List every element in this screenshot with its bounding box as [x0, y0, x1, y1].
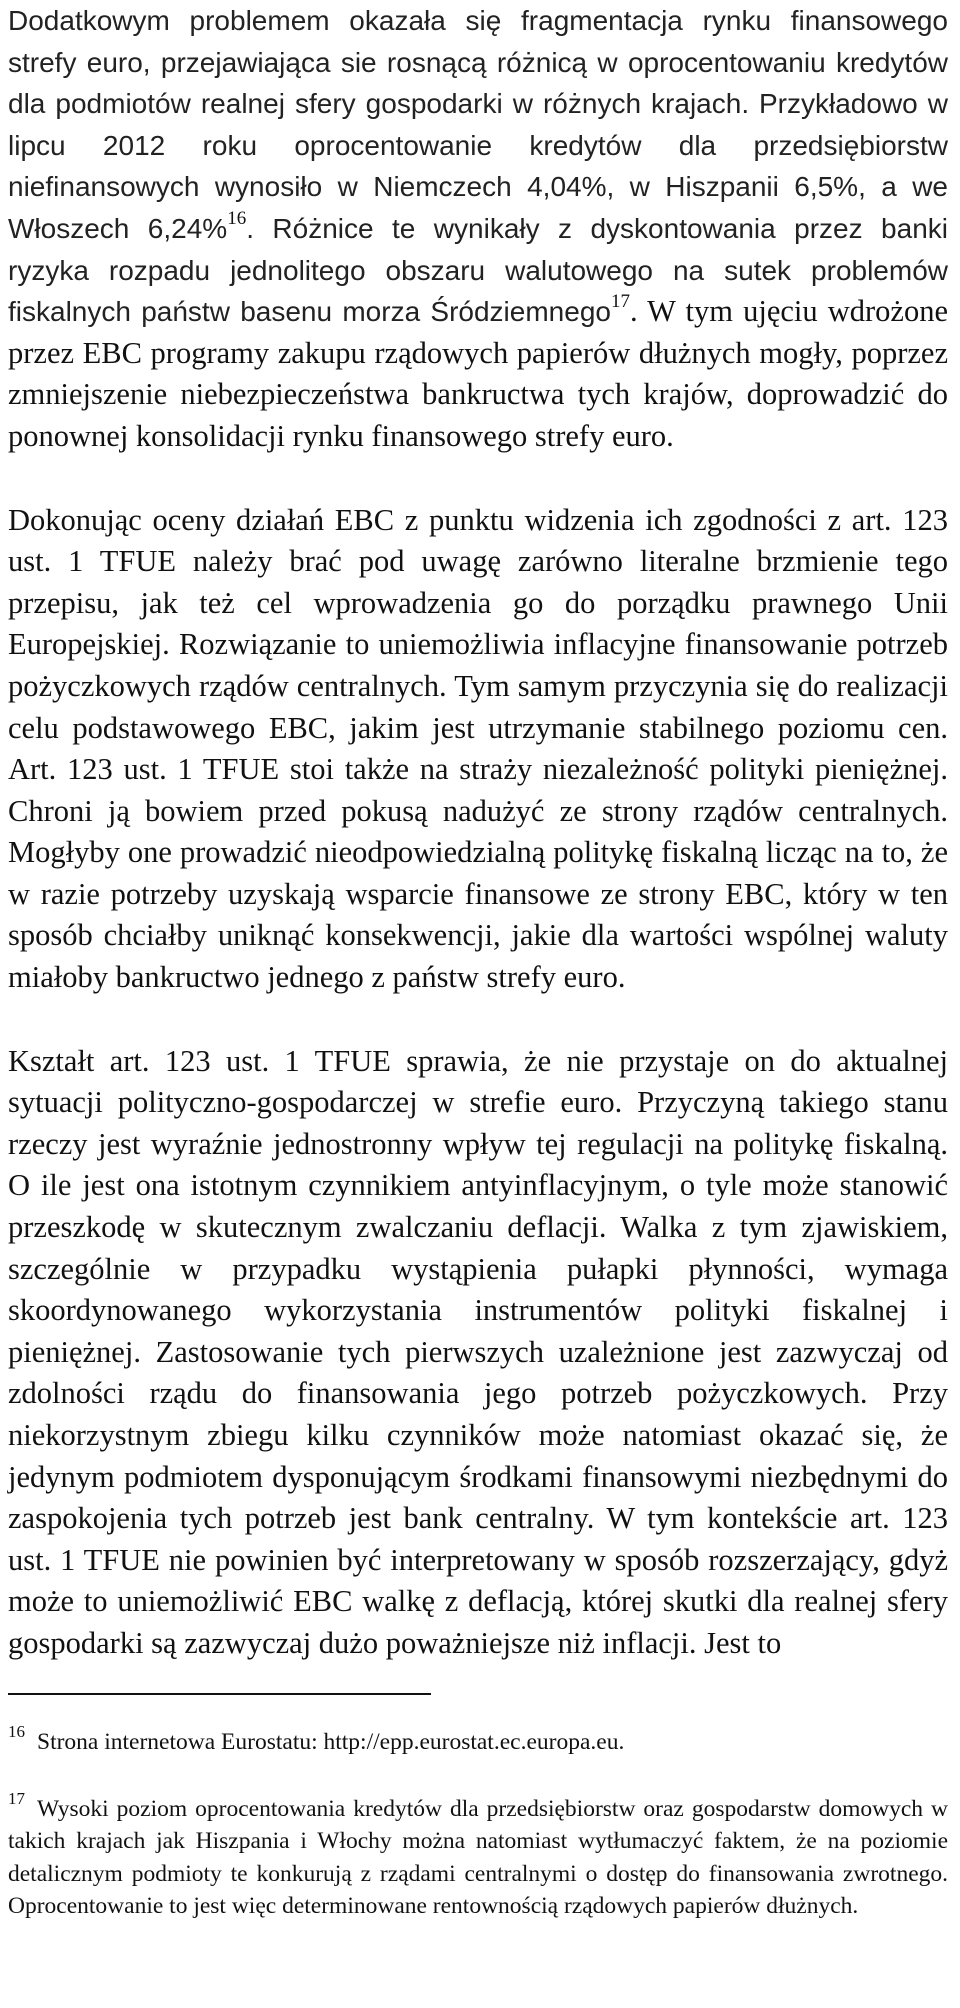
- document-page: [8, 0, 948, 1665]
- paragraph-1-sentence-interest-rates: Przykładowo w lipcu 2012 roku oprocentowanie kredytów dla przedsiębiorstw niefinansowych wynosiło w Niemczech 4,04%, w Hiszpanii 6,5%, a we Włoszech 6,24%: [8, 88, 948, 244]
- footnotes-section: [8, 1722, 948, 1923]
- footnote-number: 17: [8, 1788, 25, 1808]
- footnote-ref-17[interactable]: 17: [610, 291, 630, 313]
- footnote-text: Strona internetowa Eurostatu: http://epp.eurostat.ec.europa.eu.: [37, 1729, 625, 1755]
- paragraph-1: [8, 0, 948, 458]
- paragraph-2: Dokonując oceny działań EBC z punktu widzenia ich zgodności z art. 123 ust. 1 TFUE należy brać pod uwagę zarówno literalne brzmienie tego przepisu, jak też cel wprowadzenia go do porządku prawnego Unii Europejskiej. Rozwiązanie to uniemożliwia inflacyjne finansowanie potrzeb pożyczkowych rządów centralnych. Tym samym przyczynia się do realizacji celu podstawowego EBC, jakim jest utrzymanie stabilnego poziomu cen. Art. 123 ust. 1 TFUE stoi także na straży niezależność polityki pieniężnej. Chroni ją bowiem przed pokusą nadużyć ze strony rządów centralnych. Mogłyby one prowadzić nieodpowiedzialną politykę fiskalną licząc na to, że w razie potrzeby uzyskają wsparcie finansowe ze strony EBC, który w ten sposób chciałby uniknąć konsekwencji, jakie dla wartości wspólnej waluty miałoby bankructwo jednego z państw strefy euro.: [8, 502, 948, 995]
- paragraph-1-sentence-fragmentation: Dodatkowym problemem okazała się fragmentacja rynku finansowego strefy euro, przejawiająca sie rosnącą różnicą w oprocentowaniu kredytów dla podmiotów realnej sfery gospodarki w różnych krajach.: [8, 5, 948, 120]
- footnote-16: [8, 1722, 948, 1759]
- footnote-ref-16[interactable]: 16: [227, 207, 247, 229]
- footnote-number: 16: [8, 1722, 25, 1741]
- paragraph-1-sentence-risk: . Różnice te wynikały z dyskontowania przez banki ryzyka rozpadu jednolitego obszaru walutowego na sutek problemów fiskalnych państw basenu morza Śródziemnego: [8, 212, 948, 328]
- footnote-separator: [8, 1693, 431, 1695]
- footnote-17: [8, 1788, 948, 1923]
- paragraph-1-sentence-ecb-programs: . W tym ujęciu wdrożone przez EBC programy zakupu rządowych papierów dłużnych mogły, poprzez zmniejszenie niebezpieczeństwa bankructwa tych krajów, doprowadzić do ponownej konsolidacji rynku finansowego strefy euro.: [8, 294, 948, 453]
- paragraph-3: Kształt art. 123 ust. 1 TFUE sprawia, że nie przystaje on do aktualnej sytuacji polityczno-gospodarczej w strefie euro. Przyczyną takiego stanu rzeczy jest wyraźnie jednostronny wpływ tej regulacji na politykę fiskalną. O ile jest ona istotnym czynnikiem antyinflacyjnym, o tyle może stanowić przeszkodę w skutecznym zwalczaniu deflacji. Walka z tym zjawiskiem, szczególnie w przypadku wystąpienia pułapki płynności, wymaga skoordynowanego wykorzystania instrumentów polityki fiskalnej i pieniężnej. Zastosowanie tych pierwszych uzależnione jest zazwyczaj od zdolności rządu do finansowania jego potrzeb pożyczkowych. Przy niekorzystnym zbiegu kilku czynników może natomiast okazać się, że jedynym podmiotem dysponującym środkami finansowymi niezbędnymi do zaspokojenia tych potrzeb jest bank centralny. W tym kontekście art. 123 ust. 1 TFUE nie powinien być interpretowany w sposób rozszerzający, gdyż może to uniemożliwić EBC walkę z deflacją, której skutki dla realnej sfery gospodarki są zazwyczaj dużo poważniejsze niż inflacji. Jest to: [8, 1043, 948, 1660]
- footnote-text: Wysoki poziom oprocentowania kredytów dla przedsiębiorstw oraz gospodarstw domowych w takich krajach jak Hiszpania i Włochy można natomiast wytłumaczyć faktem, że na poziomie detalicznym podmioty te konkurują z rządami centralnymi o dostęp do finansowania zwrotnego. Oprocentowanie to jest więc determinowane rentownością rządowych papierów dłużnych.: [8, 1795, 948, 1919]
